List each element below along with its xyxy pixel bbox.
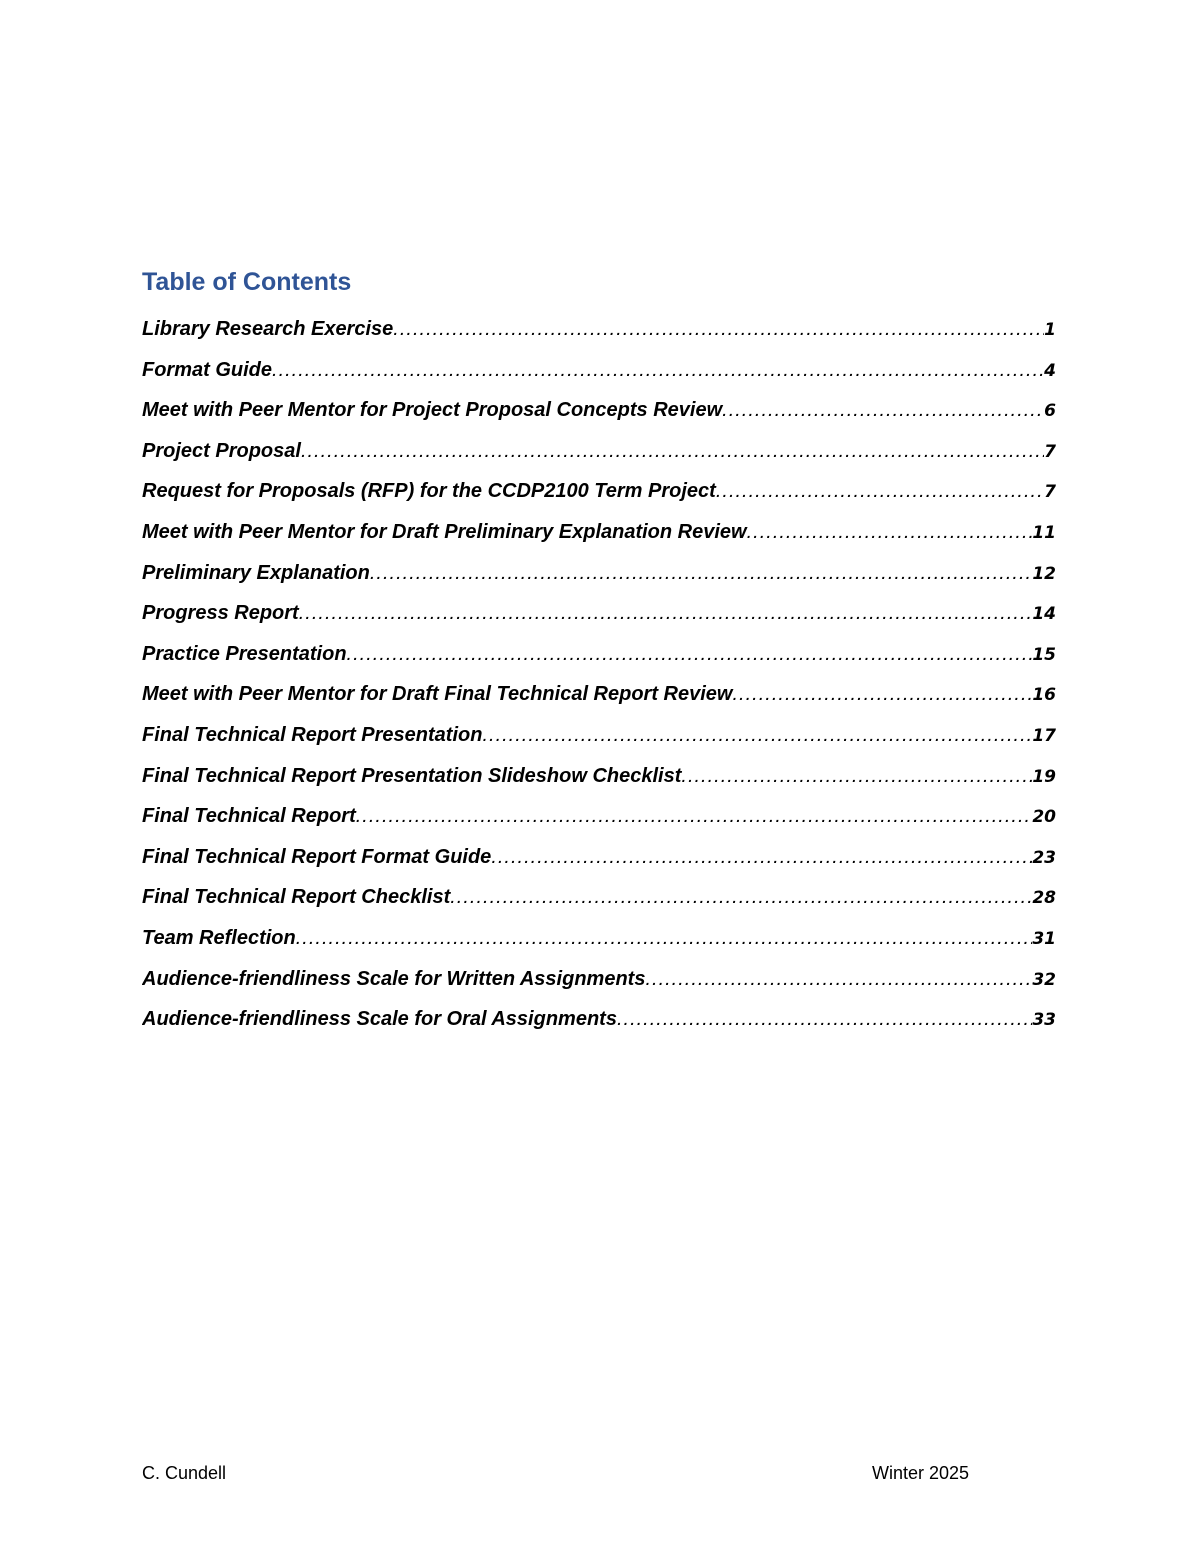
toc-entry[interactable] — [142, 884, 1056, 925]
toc-entry-page-number: 19 — [1032, 766, 1056, 787]
toc-entry[interactable] — [142, 357, 1056, 398]
toc-entry[interactable] — [142, 316, 1056, 357]
dot-leader — [393, 316, 1044, 342]
toc-entry-page-number: 11 — [1032, 522, 1056, 543]
toc-entry[interactable] — [142, 397, 1056, 438]
dot-leader — [356, 803, 1033, 829]
toc-entry[interactable] — [142, 763, 1056, 804]
dot-leader — [681, 763, 1032, 789]
toc-entry-page-number: 28 — [1032, 888, 1056, 909]
toc-entry[interactable] — [142, 641, 1056, 682]
toc-entry-label: Meet with Peer Mentor for Draft Final Technical Report Review — [142, 683, 733, 706]
toc-entry[interactable] — [142, 722, 1056, 763]
dot-leader — [617, 1006, 1032, 1032]
toc-entry-label: Project Proposal — [142, 439, 301, 462]
toc-entry-label: Meet with Peer Mentor for Project Proposal Concepts Review — [142, 399, 723, 422]
footer-term: Winter 2025 — [872, 1463, 970, 1483]
dot-leader — [296, 925, 1033, 951]
dot-leader — [370, 560, 1032, 586]
toc-entry-page-number: 31 — [1032, 928, 1056, 949]
toc-entry-label: Library Research Exercise — [142, 318, 394, 340]
toc-entry-label: Practice Presentation — [142, 642, 347, 665]
toc-entry-label: Final Technical Report Presentation Slideshow Checklist — [142, 764, 682, 787]
toc-list — [142, 316, 1056, 1047]
toc-entry-label: Final Technical Report — [142, 805, 356, 828]
toc-entry[interactable] — [142, 519, 1056, 560]
toc-entry-label: Final Technical Report Format Guide — [142, 845, 492, 868]
toc-entry-label: Progress Report — [142, 602, 299, 625]
toc-entry[interactable] — [142, 478, 1056, 519]
toc-entry-page-number: 12 — [1032, 563, 1056, 584]
dot-leader — [299, 600, 1033, 626]
dot-leader — [482, 722, 1032, 748]
toc-entry-page-number: 33 — [1032, 1010, 1056, 1031]
toc-entry-page-number: 16 — [1032, 685, 1056, 706]
toc-entry[interactable] — [142, 681, 1056, 722]
toc-entry[interactable] — [142, 600, 1056, 641]
dot-leader — [272, 357, 1044, 383]
toc-entry[interactable] — [142, 1006, 1056, 1047]
toc-entry-label: Audience-friendliness Scale for Oral Assignments — [142, 1008, 617, 1031]
toc-entry-label: Final Technical Report Checklist — [142, 886, 451, 909]
toc-entry-label: Final Technical Report Presentation — [142, 723, 483, 746]
toc-entry-label: Preliminary Explanation — [142, 561, 370, 584]
toc-entry[interactable] — [142, 560, 1056, 601]
toc-entry-page-number: 15 — [1032, 644, 1056, 665]
dot-leader — [450, 884, 1032, 910]
toc-entry-label: Team Reflection — [142, 926, 296, 949]
footer-author: C. Cundell — [142, 1463, 227, 1483]
toc-entry-page-number: 20 — [1032, 807, 1056, 828]
toc-heading: Table of Contents — [142, 268, 352, 296]
toc-entry-page-number: 7 — [1044, 441, 1056, 462]
toc-entry[interactable] — [142, 966, 1056, 1007]
toc-entry-page-number: 14 — [1032, 604, 1056, 625]
dot-leader — [491, 844, 1032, 870]
toc-entry-page-number: 6 — [1044, 401, 1056, 422]
toc-entry-page-number: 23 — [1032, 847, 1056, 868]
toc-entry[interactable] — [142, 925, 1056, 966]
toc-entry-label: Meet with Peer Mentor for Draft Preliminary Explanation Review — [142, 520, 747, 543]
dot-leader — [347, 641, 1033, 667]
dot-leader — [722, 397, 1044, 423]
toc-entry-page-number: 4 — [1044, 360, 1056, 381]
toc-entry-page-number: 7 — [1044, 482, 1056, 503]
dot-leader — [747, 519, 1033, 545]
dot-leader — [301, 438, 1044, 464]
dot-leader — [732, 681, 1032, 707]
toc-entry-label: Audience-friendliness Scale for Written Assignments — [142, 967, 646, 990]
toc-entry[interactable] — [142, 844, 1056, 885]
toc-entry-label: Request for Proposals (RFP) for the CCDP2100 Term Project — [142, 480, 716, 503]
toc-entry-page-number: 17 — [1032, 725, 1056, 746]
toc-entry-page-number: 32 — [1032, 969, 1056, 990]
toc-entry[interactable] — [142, 803, 1056, 844]
toc-entry[interactable] — [142, 438, 1056, 479]
toc-entry-page-number: 1 — [1044, 320, 1056, 340]
dot-leader — [716, 478, 1044, 504]
toc-entry-label: Format Guide — [142, 358, 273, 381]
dot-leader — [645, 966, 1032, 992]
